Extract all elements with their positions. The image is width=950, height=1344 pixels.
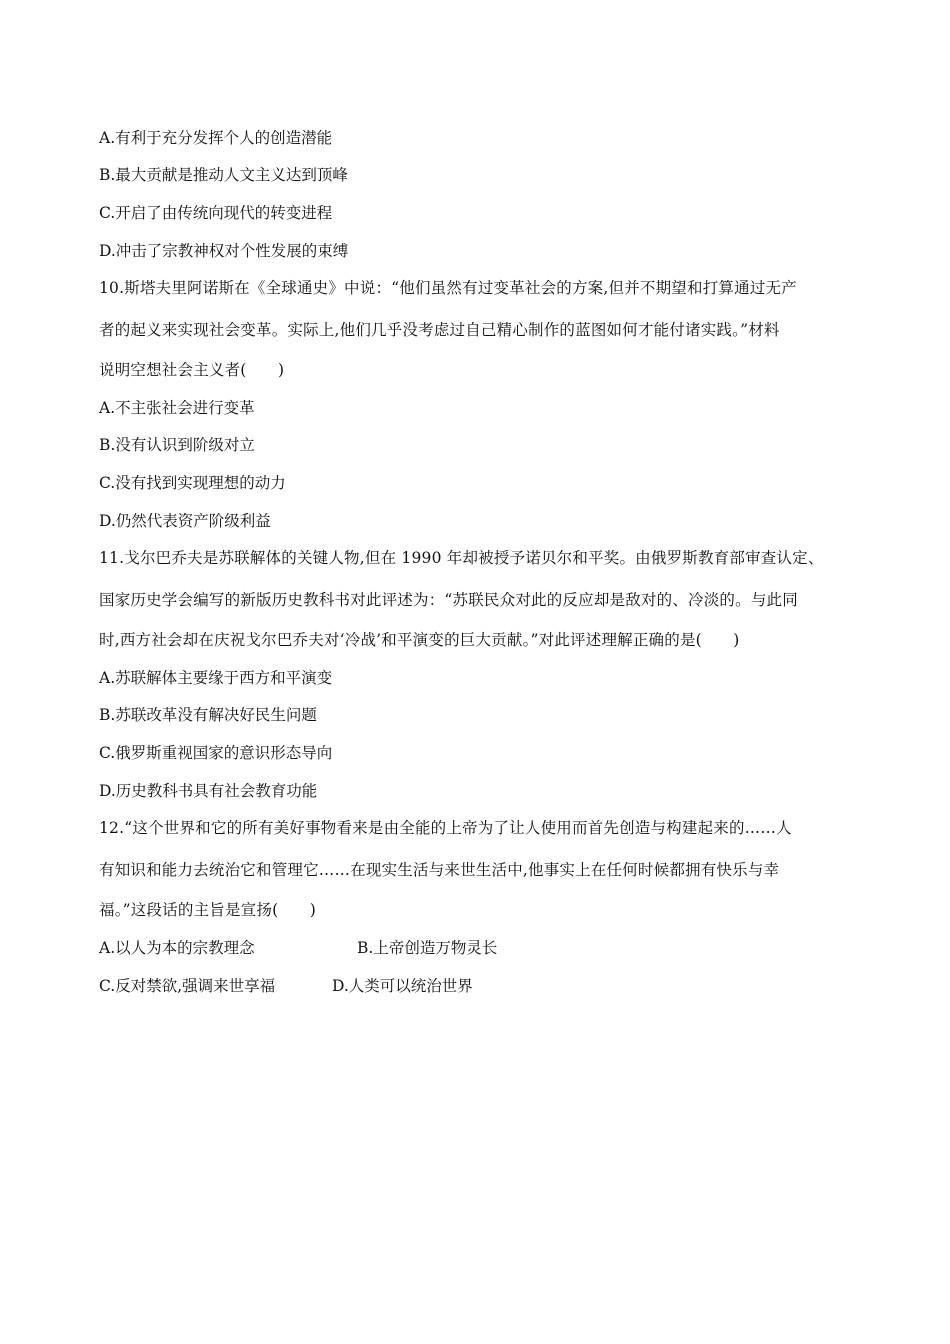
q9-option-d: D.冲击了宗教神权对个性发展的束缚 [99,242,349,260]
q12-option-a: A.以人为本的宗教理念 [99,939,255,957]
q12-option-b: B.上帝创造万物灵长 [357,939,498,957]
q11-stem-line-3: 时,西方社会却在庆祝戈尔巴乔夫对‘冷战’和平演变的巨大贡献。”对此评述理解正确的是( ) [99,631,740,649]
q10-option-c: C.没有找到实现理想的动力 [99,474,286,492]
q12-stem-line-3: 福。”这段话的主旨是宣扬( ) [99,901,316,919]
q11-option-c: C.俄罗斯重视国家的意识形态导向 [99,744,333,762]
q9-option-b: B.最大贡献是推动人文主义达到顶峰 [99,166,348,184]
q9-option-c: C.开启了由传统向现代的转变进程 [99,204,333,222]
q10-stem-line-2: 者的起义来实现社会变革。实际上,他们几乎没考虑过自己精心制作的蓝图如何才能付诸实践。”材料 [99,321,780,339]
q11-stem-line-2: 国家历史学会编写的新版历史教科书对此评述为：“苏联民众对此的反应却是敌对的、冷淡的。与此同 [99,591,798,609]
q10-stem-line-1: 10.斯塔夫里阿诺斯在《全球通史》中说：“他们虽然有过变革社会的方案,但并不期望和打算通过无产 [99,279,797,297]
q11-option-d: D.历史教科书具有社会教育功能 [99,782,318,800]
q12-stem-line-2: 有知识和能力去统治它和管理它……在现实生活与来世生活中,他事实上在任何时候都拥有快乐与幸 [99,861,780,879]
q9-option-a: A.有利于充分发挥个人的创造潜能 [99,129,333,147]
q12-option-d: D.人类可以统治世界 [332,977,473,995]
q11-option-b: B.苏联改革没有解决好民生问题 [99,706,317,724]
q10-option-d: D.仍然代表资产阶级利益 [99,512,271,530]
q10-option-b: B.没有认识到阶级对立 [99,436,255,454]
q10-stem-line-3: 说明空想社会主义者( ) [99,361,285,379]
q11-option-a: A.苏联解体主要缘于西方和平演变 [99,669,333,687]
q11-stem-line-1: 11.戈尔巴乔夫是苏联解体的关键人物,但在 1990 年却被授予诺贝尔和平奖。由俄罗斯教育部审查认定、 [99,549,824,567]
q12-option-c: C.反对禁欲,强调来世享福 [99,977,276,995]
q10-option-a: A.不主张社会进行变革 [99,399,255,417]
q12-stem-line-1: 12.“这个世界和它的所有美好事物看来是由全能的上帝为了让人使用而首先创造与构建起来的……人 [99,819,792,837]
